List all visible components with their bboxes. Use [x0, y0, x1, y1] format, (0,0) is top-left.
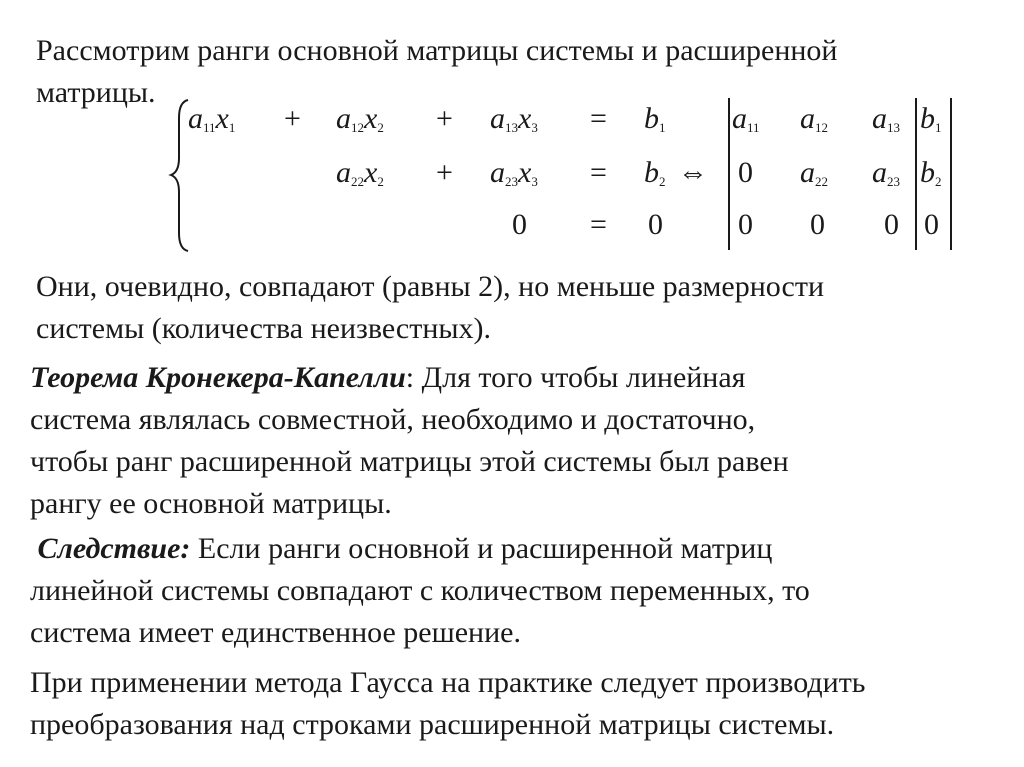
matrix-cell-zero: 0	[810, 208, 825, 241]
term-zero: 0	[512, 208, 527, 241]
intro-line-1: Рассмотрим ранги основной матрицы системы и расширенной	[36, 34, 838, 67]
term-b1: $b_1$	[644, 102, 666, 135]
matrix-cell-a12: $a_{12}$	[800, 102, 828, 135]
plus-sign: +	[436, 102, 453, 135]
matrix-cell-a23: $a_{23}$	[872, 156, 900, 189]
p2-line-1	[30, 357, 930, 399]
theorem-term: Теорема Кронекера-Капелли	[30, 361, 406, 394]
term-zero: 0	[648, 208, 663, 241]
term-b2: $b_2$	[644, 156, 666, 189]
term-a23x3: $a_{23}x_3$	[490, 156, 538, 189]
matrix-right-bar	[950, 98, 952, 250]
matrix-cell-zero: 0	[924, 208, 939, 241]
matrix-augment-bar	[915, 98, 917, 250]
matrix-cell-a22: $a_{22}$	[800, 156, 828, 189]
theorem-paragraph	[30, 357, 930, 525]
corollary-term: Следствие:	[37, 532, 191, 565]
matrix-cell-a13: $a_{13}$	[872, 102, 900, 135]
p3-line-1	[30, 528, 950, 570]
p2-line-3: чтобы ранг расширенной матрицы этой системы был равен	[30, 445, 789, 478]
matrix-cell-zero: 0	[738, 208, 753, 241]
gauss-paragraph	[30, 662, 1010, 746]
equation-system	[160, 92, 960, 257]
equivalence-arrow-icon: ⇔	[678, 156, 708, 189]
p1-line-2: системы (количества неизвестных).	[36, 312, 492, 345]
matrix-cell-zero: 0	[884, 208, 899, 241]
term-a11x1: $a_{11}x_1$	[188, 102, 236, 135]
corollary-paragraph	[30, 528, 950, 654]
p3-line-1-rest: Если ранги основной и расширенной матриц	[190, 532, 773, 565]
p1-line-1: Они, очевидно, совпадают (равны 2), но меньше размерности	[36, 270, 824, 303]
p3-line-2: линейной системы совпадают с количеством переменных, то	[30, 574, 810, 607]
plus-sign: +	[436, 156, 453, 189]
term-a12x2: $a_{12}x_2$	[336, 102, 384, 135]
matrix-left-bar	[728, 98, 730, 250]
matrix-cell-b1: $b_1$	[920, 102, 942, 135]
term-a22x2: $a_{22}x_2$	[336, 156, 384, 189]
rank-observation-paragraph	[36, 266, 996, 350]
p2-line-4: рангу ее основной матрицы.	[30, 487, 392, 520]
intro-line-2: матрицы.	[36, 76, 156, 109]
p3-line-3: система имеет единственное решение.	[30, 616, 521, 649]
matrix-cell-a11: $a_{11}$	[732, 102, 760, 135]
term-a13x3: $a_{13}x_3$	[490, 102, 538, 135]
plus-sign: +	[284, 102, 301, 135]
matrix-cell-b2: $b_2$	[920, 156, 942, 189]
equals-sign: =	[590, 102, 607, 135]
p2-line-2: система являлась совместной, необходимо и достаточно,	[30, 403, 756, 436]
p2-line-1-rest: : Для того чтобы линейная	[405, 361, 746, 394]
equals-sign: =	[590, 208, 607, 241]
equals-sign: =	[590, 156, 607, 189]
p4-line-2: преобразования над строками расширенной матрицы системы.	[30, 708, 835, 741]
left-brace	[168, 98, 190, 253]
p4-line-1: При применении метода Гаусса на практике следует производить	[30, 666, 866, 699]
matrix-cell-zero: 0	[738, 156, 753, 189]
